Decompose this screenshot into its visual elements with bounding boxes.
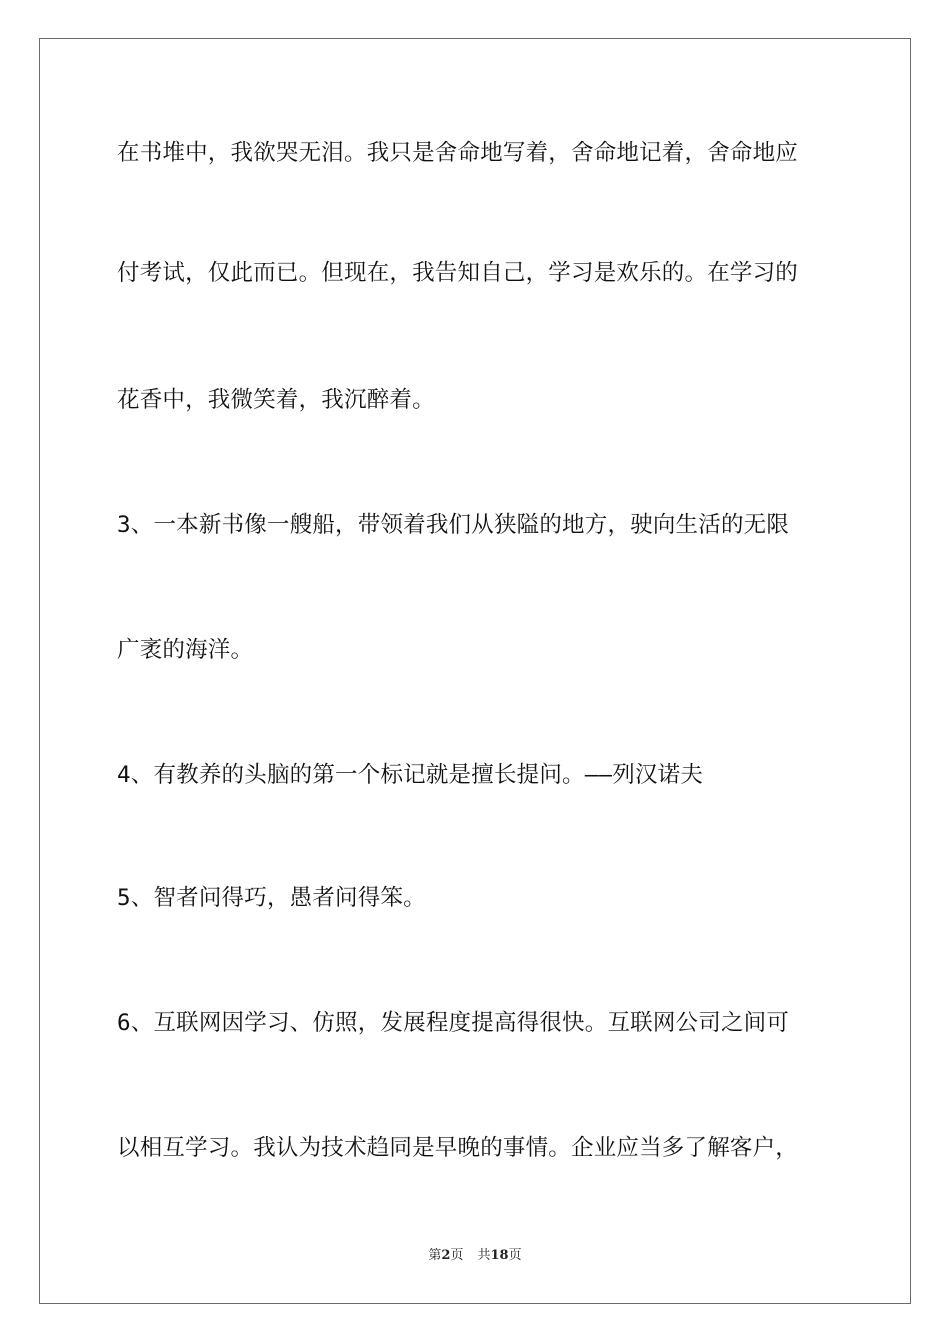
footer-total-suffix: 页 <box>508 1248 522 1263</box>
text-line-2: 付考试，仅此而已。但现在，我告知自己，学习是欢乐的。在学习的 <box>117 260 799 286</box>
text-line-1: 在书堆中，我欲哭无泪。我只是舍命地写着，舍命地记着，舍命地应 <box>117 140 799 166</box>
text-line-3: 花香中，我微笑着，我沉醉着。 <box>117 387 435 413</box>
text-line-4: 3、一本新书像一艘船，带领着我们从狭隘的地方，驶向生活的无限 <box>117 512 790 538</box>
text-line-5: 广袤的海洋。 <box>117 637 254 663</box>
text-line-6: 4、有教养的头脑的第一个标记就是擅长提问。——列汉诺夫 <box>117 762 704 788</box>
text-line-7: 5、智者问得巧，愚者问得笨。 <box>117 885 426 911</box>
text-line-8: 6、互联网因学习、仿照，发展程度提高得很快。互联网公司之间可 <box>117 1010 790 1036</box>
footer-total-number: 18 <box>490 1248 509 1263</box>
footer-page-prefix: 第 <box>428 1248 442 1263</box>
footer-page-suffix: 页 <box>450 1248 464 1263</box>
footer-page-number: 2 <box>441 1248 451 1263</box>
page-border <box>39 38 911 1304</box>
page-footer <box>0 1248 950 1264</box>
text-line-9: 以相互学习。我认为技术趋同是早晚的事情。企业应当多了解客户， <box>117 1135 799 1161</box>
footer-total-prefix: 共 <box>477 1248 491 1263</box>
